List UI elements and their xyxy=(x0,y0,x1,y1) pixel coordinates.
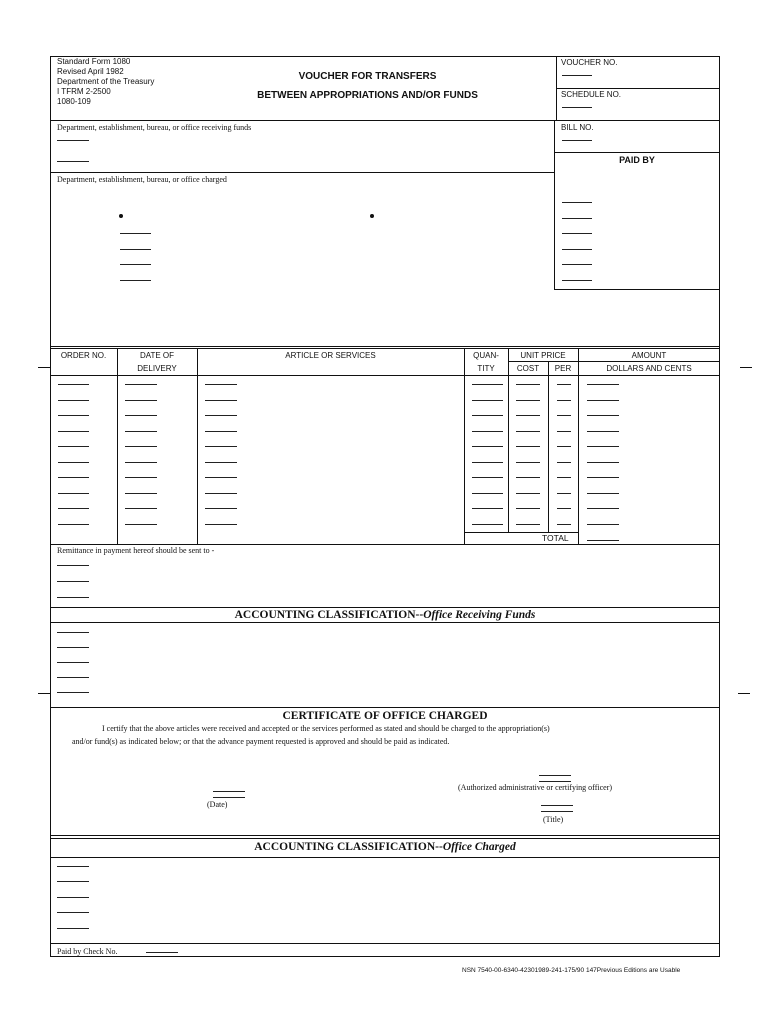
delivery-date-field[interactable] xyxy=(125,462,157,463)
charged-office-field[interactable] xyxy=(120,249,151,250)
check-no-field[interactable] xyxy=(146,952,178,953)
accounting-receiving-title xyxy=(50,608,720,622)
cost-field[interactable] xyxy=(516,524,540,525)
cost-field[interactable] xyxy=(516,493,540,494)
per-field[interactable] xyxy=(557,524,571,525)
order-no-field[interactable] xyxy=(58,446,89,447)
officer-signature-field[interactable] xyxy=(539,781,571,782)
form-line: Standard Form 1080 xyxy=(57,57,131,66)
order-no-field[interactable] xyxy=(58,462,89,463)
remittance-label: Remittance in payment hereof should be sent to - xyxy=(57,546,215,555)
receiving-office-field[interactable] xyxy=(57,161,89,162)
schedule-no-label: SCHEDULE NO. xyxy=(561,90,622,99)
margin-tick xyxy=(38,693,50,694)
paid-by-field[interactable] xyxy=(562,218,592,219)
amount-field[interactable] xyxy=(587,446,619,447)
accounting-charged-field[interactable] xyxy=(57,897,89,898)
title-signature-field[interactable] xyxy=(541,811,573,812)
article-field[interactable] xyxy=(205,446,237,447)
amount-field[interactable] xyxy=(587,462,619,463)
cost-field[interactable] xyxy=(516,477,540,478)
cost-field[interactable] xyxy=(516,400,540,401)
bill-no-field[interactable] xyxy=(562,140,592,141)
article-field[interactable] xyxy=(205,493,237,494)
remittance-field[interactable] xyxy=(57,565,89,566)
col-unit-price: UNIT PRICE xyxy=(520,351,566,360)
charged-office-field[interactable] xyxy=(120,280,151,281)
delivery-date-field[interactable] xyxy=(125,400,157,401)
quantity-field[interactable] xyxy=(472,477,503,478)
cost-field[interactable] xyxy=(516,431,540,432)
margin-tick xyxy=(738,693,750,694)
amount-field[interactable] xyxy=(587,400,619,401)
receiving-office-field[interactable] xyxy=(57,140,89,141)
col-dollars-cents: DOLLARS AND CENTS xyxy=(606,364,692,373)
charged-office-field[interactable] xyxy=(120,233,151,234)
accounting-charged-field[interactable] xyxy=(57,928,89,929)
form-title-line2: BETWEEN APPROPRIATIONS AND/OR FUNDS xyxy=(257,90,478,101)
quantity-field[interactable] xyxy=(472,524,503,525)
order-no-field[interactable] xyxy=(58,400,89,401)
per-field[interactable] xyxy=(557,508,571,509)
margin-tick xyxy=(38,367,50,368)
delivery-date-field[interactable] xyxy=(125,508,157,509)
order-no-field[interactable] xyxy=(58,524,89,525)
delivery-date-field[interactable] xyxy=(125,477,157,478)
delivery-date-field[interactable] xyxy=(125,384,157,385)
certificate-text-line2: and/or fund(s) as indicated below; or that the advance payment requested is approved and should be paid as indicated. xyxy=(72,737,450,746)
date-signature-field[interactable] xyxy=(213,797,245,798)
quantity-field[interactable] xyxy=(472,446,503,447)
order-no-field[interactable] xyxy=(58,415,89,416)
amount-field[interactable] xyxy=(587,508,619,509)
voucher-no-field[interactable] xyxy=(562,75,592,76)
order-no-field[interactable] xyxy=(58,384,89,385)
cost-field[interactable] xyxy=(516,415,540,416)
cost-field[interactable] xyxy=(516,508,540,509)
quantity-field[interactable] xyxy=(472,431,503,432)
accounting-charged-title-italic: Office Charged xyxy=(442,841,516,853)
accounting-charged-title-main: ACCOUNTING CLASSIFICATION-- xyxy=(254,841,443,853)
bill-no-label: BILL NO. xyxy=(561,123,594,132)
col-quan: QUAN- xyxy=(473,351,499,360)
paid-by-field[interactable] xyxy=(562,264,592,265)
accounting-charged-field[interactable] xyxy=(57,866,89,867)
quantity-field[interactable] xyxy=(472,493,503,494)
paid-by-field[interactable] xyxy=(562,280,592,281)
delivery-date-field[interactable] xyxy=(125,446,157,447)
quantity-field[interactable] xyxy=(472,508,503,509)
title-label: (Title) xyxy=(543,815,564,824)
footer-nsn: NSN 7540-00-6340-42301989-241-175/90 147Previous Editions are Usable xyxy=(462,967,681,974)
order-no-field[interactable] xyxy=(58,508,89,509)
per-field[interactable] xyxy=(557,384,571,385)
remittance-field[interactable] xyxy=(57,581,89,582)
margin-tick xyxy=(740,367,752,368)
form-line: 1080-109 xyxy=(57,97,91,106)
accounting-receiving-field[interactable] xyxy=(57,662,89,663)
accounting-charged-field[interactable] xyxy=(57,881,89,882)
schedule-no-field[interactable] xyxy=(562,107,592,108)
accounting-receiving-title-italic: Office Receiving Funds xyxy=(423,609,536,621)
per-field[interactable] xyxy=(557,493,571,494)
amount-field[interactable] xyxy=(587,415,619,416)
per-field[interactable] xyxy=(557,431,571,432)
col-cost: COST xyxy=(516,364,540,373)
per-field[interactable] xyxy=(557,446,571,447)
paid-by-field[interactable] xyxy=(562,202,592,203)
form-line: Department of the Treasury xyxy=(57,77,155,86)
article-field[interactable] xyxy=(205,431,237,432)
officer-signature-field[interactable] xyxy=(539,775,571,776)
order-no-field[interactable] xyxy=(58,477,89,478)
charged-office-field[interactable] xyxy=(120,264,151,265)
article-field[interactable] xyxy=(205,462,237,463)
quantity-field[interactable] xyxy=(472,415,503,416)
paid-by-field[interactable] xyxy=(562,249,592,250)
form-line: Revised April 1982 xyxy=(57,67,124,76)
total-label: TOTAL xyxy=(542,533,569,543)
cost-field[interactable] xyxy=(516,384,540,385)
receiving-office-label: Department, establishment, bureau, or office receiving funds xyxy=(57,123,252,132)
col-date-of: DATE OF xyxy=(139,351,175,360)
per-field[interactable] xyxy=(557,400,571,401)
accounting-receiving-field[interactable] xyxy=(57,692,89,693)
amount-field[interactable] xyxy=(587,524,619,525)
paid-by-label: PAID BY xyxy=(619,155,655,165)
title-signature-field[interactable] xyxy=(541,805,573,806)
form-title xyxy=(200,71,535,101)
form-title-line1: VOUCHER FOR TRANSFERS xyxy=(298,71,437,82)
amount-field[interactable] xyxy=(587,477,619,478)
bullet-icon xyxy=(119,214,123,218)
voucher-no-label: VOUCHER NO. xyxy=(561,58,618,67)
accounting-receiving-field[interactable] xyxy=(57,647,89,648)
accounting-charged-title xyxy=(50,840,720,854)
amount-field[interactable] xyxy=(587,431,619,432)
order-no-field[interactable] xyxy=(58,431,89,432)
delivery-date-field[interactable] xyxy=(125,415,157,416)
total-amount-field[interactable] xyxy=(587,540,619,541)
quantity-field[interactable] xyxy=(472,462,503,463)
article-field[interactable] xyxy=(205,524,237,525)
quantity-field[interactable] xyxy=(472,384,503,385)
remittance-field[interactable] xyxy=(57,597,89,598)
paid-by-field[interactable] xyxy=(562,233,592,234)
article-field[interactable] xyxy=(205,400,237,401)
paid-by-check-label: Paid by Check No. xyxy=(57,947,118,956)
delivery-date-field[interactable] xyxy=(125,493,157,494)
charged-office-label: Department, establishment, bureau, or office charged xyxy=(57,175,227,184)
officer-label: (Authorized administrative or certifying officer) xyxy=(458,783,613,792)
col-delivery: DELIVERY xyxy=(137,364,177,373)
form-line: I TFRM 2-2500 xyxy=(57,87,111,96)
per-field[interactable] xyxy=(557,415,571,416)
bullet-icon xyxy=(370,214,374,218)
form-identification xyxy=(57,57,154,107)
delivery-date-field[interactable] xyxy=(125,431,157,432)
cost-field[interactable] xyxy=(516,446,540,447)
col-article: ARTICLE OR SERVICES xyxy=(285,351,376,360)
amount-field[interactable] xyxy=(587,493,619,494)
per-field[interactable] xyxy=(557,462,571,463)
order-no-field[interactable] xyxy=(58,493,89,494)
certificate-text-line1: I certify that the above articles were received and accepted or the services performed as stated and should be charged to the appropriation(s) xyxy=(102,724,550,733)
accounting-receiving-field[interactable] xyxy=(57,632,89,633)
per-field[interactable] xyxy=(557,477,571,478)
col-order-no: ORDER NO. xyxy=(60,351,107,360)
delivery-date-field[interactable] xyxy=(125,524,157,525)
accounting-receiving-title-main: ACCOUNTING CLASSIFICATION-- xyxy=(234,609,424,621)
date-label: (Date) xyxy=(207,800,228,809)
col-amount: AMOUNT xyxy=(631,351,667,360)
certificate-title: CERTIFICATE OF OFFICE CHARGED xyxy=(282,710,488,722)
article-field[interactable] xyxy=(205,508,237,509)
article-field[interactable] xyxy=(205,477,237,478)
accounting-receiving-field[interactable] xyxy=(57,677,89,678)
article-field[interactable] xyxy=(205,415,237,416)
amount-field[interactable] xyxy=(587,384,619,385)
date-signature-field[interactable] xyxy=(213,791,245,792)
article-field[interactable] xyxy=(205,384,237,385)
quantity-field[interactable] xyxy=(472,400,503,401)
col-tity: TITY xyxy=(477,364,495,373)
col-per: PER xyxy=(554,364,572,373)
cost-field[interactable] xyxy=(516,462,540,463)
accounting-charged-field[interactable] xyxy=(57,912,89,913)
